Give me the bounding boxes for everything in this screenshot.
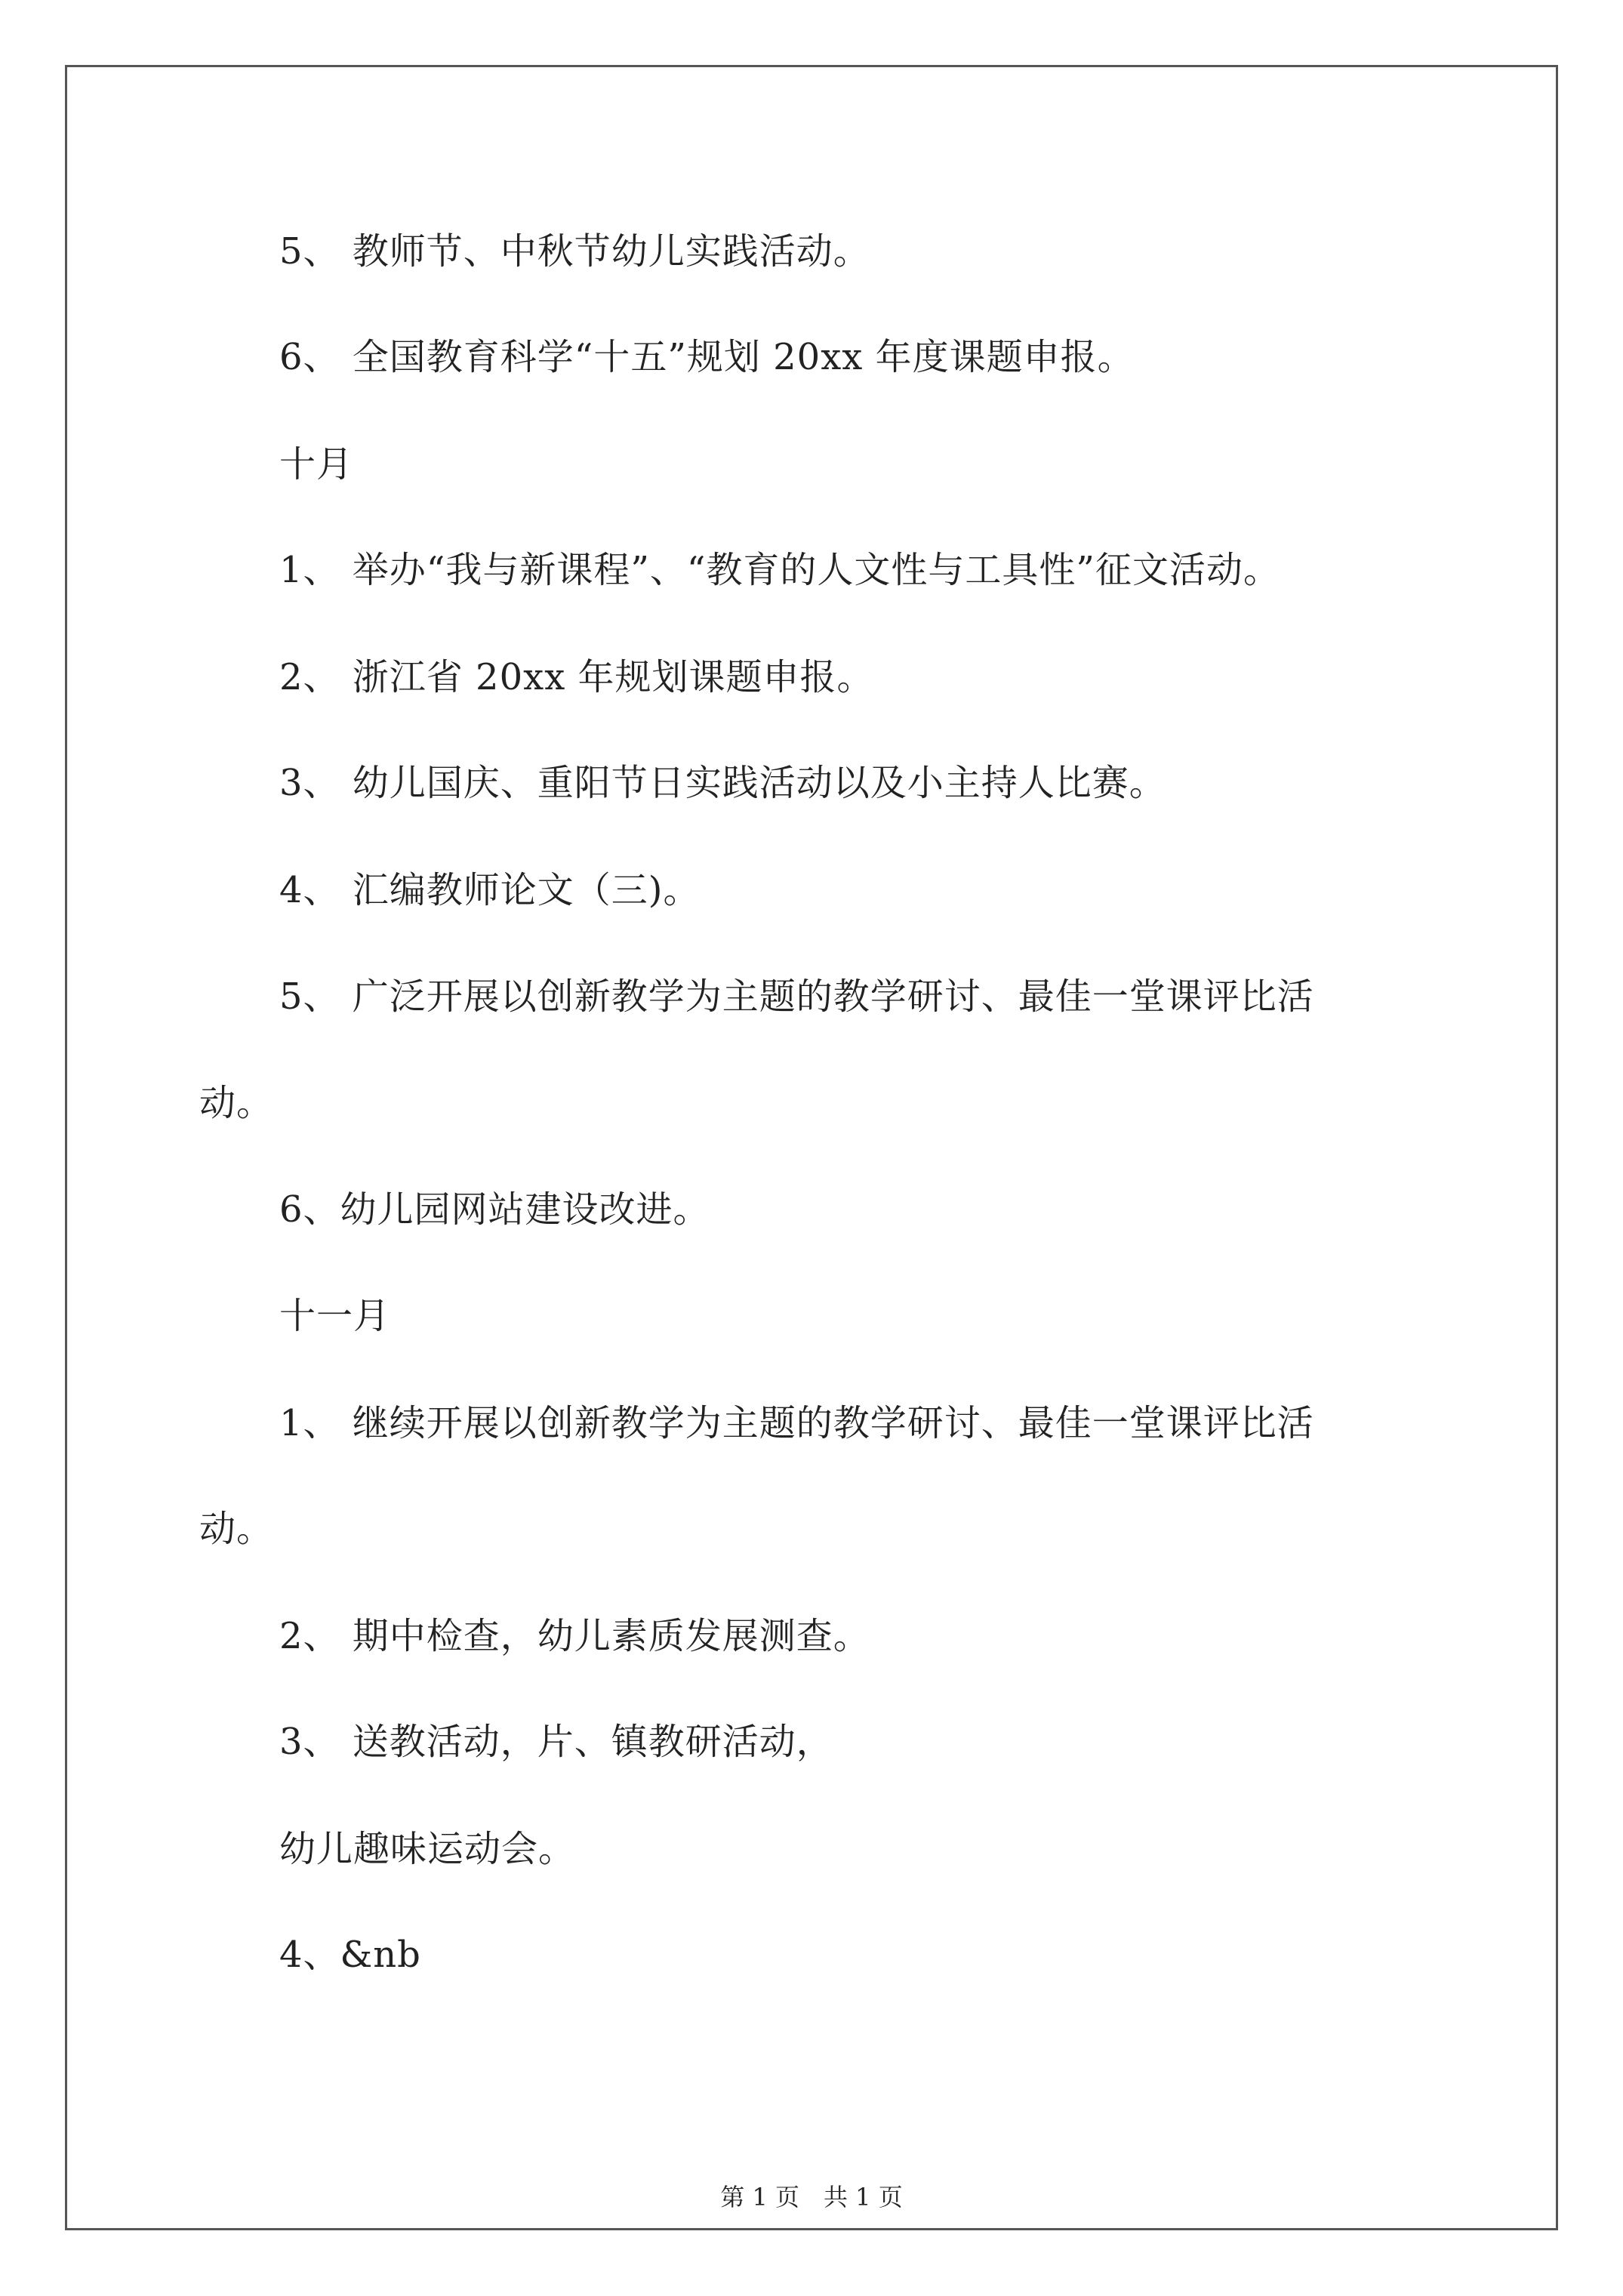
section-heading-october: 十月	[279, 443, 354, 485]
text-line: 动。	[199, 1082, 274, 1124]
section-heading-november: 十一月	[279, 1295, 391, 1337]
text-line: 4、 汇编教师论文（三)。	[279, 869, 701, 911]
text-line: 5、 广泛开展以创新教学为主题的教学研讨、最佳一堂课评比活	[279, 975, 1314, 1018]
text-line: 1、 举办“我与新课程”、“教育的人文性与工具性”征文活动。	[279, 549, 1280, 591]
text-line: 幼儿趣味运动会。	[279, 1828, 576, 1870]
text-line: 2、 期中检查，幼儿素质发展测查。	[279, 1615, 870, 1657]
text-line: 5、 教师节、中秋节幼儿实践活动。	[279, 230, 870, 273]
text-line: 1、 继续开展以创新教学为主题的教学研讨、最佳一堂课评比活	[279, 1402, 1314, 1444]
text-line: 3、 送教活动，片、镇教研活动，	[279, 1721, 833, 1763]
text-line: 6、幼儿园网站建设改进。	[279, 1188, 710, 1231]
text-line: 6、 全国教育科学“十五”规划 20xx 年度课题申报。	[279, 336, 1135, 378]
page-footer: 第 1 页 共 1 页	[720, 2183, 903, 2211]
text-line: 2、 浙江省 20xx 年规划课题申报。	[279, 656, 874, 698]
text-line: 3、 幼儿国庆、重阳节日实践活动以及小主持人比赛。	[279, 762, 1166, 804]
page-frame	[65, 65, 1558, 2230]
text-line: 动。	[199, 1508, 274, 1550]
text-line: 4、&nb	[279, 1934, 421, 1976]
